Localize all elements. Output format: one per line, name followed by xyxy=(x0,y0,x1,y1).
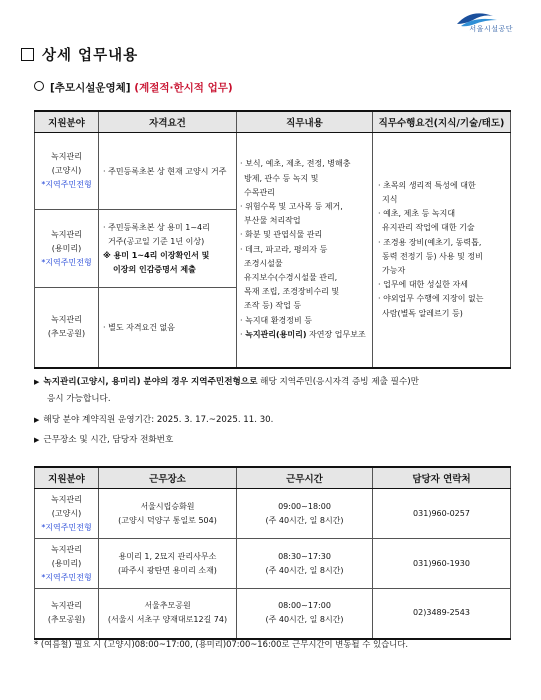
note-local-residents: ▶ 녹지관리(고양시, 용미리) 분야의 경우 지역주민전형으로 해당 지역주민(응시자격 증빙 제출 필수)만 응시 가능합니다. xyxy=(34,374,419,408)
duties-cell: · 보식, 예초, 제초, 전정, 병해충 방제, 관수 등 녹지 및 수목관리 · 위험수목 및 고사목 등 제거, 부산물 처리작업 · 화분 및 관엽식물 관리 · 데크, 파고라, 평의자 등 조경시설물 유지보수(수경시설물 관리, 목재 조립, 조경장비수리 및 조작 등) 작업 등 · 녹지대 환경정비 등 · 녹지관리(용미리) 자연장 업무보조 xyxy=(237,133,373,368)
th-time: 근무시간 xyxy=(237,467,373,489)
phone-cell: 02)3489-2543 xyxy=(373,589,511,639)
th-field: 지원분야 xyxy=(35,467,99,489)
th-qualification: 자격요건 xyxy=(99,111,237,133)
th-requirements: 직무수행요건(지식/기술/태도) xyxy=(373,111,511,133)
place-cell: 서울추모공원 (서울시 서초구 양재대로12길 74) xyxy=(99,589,237,639)
th-duties: 직무내용 xyxy=(237,111,373,133)
time-cell: 08:30~17:30 (주 40시간, 일 8시간) xyxy=(237,539,373,589)
th-field: 지원분야 xyxy=(35,111,99,133)
job-detail-table xyxy=(34,110,511,369)
qualification-cell: · 별도 자격요건 없음 xyxy=(99,288,237,368)
field-cell: 녹지관리 (추모공원) xyxy=(35,288,99,368)
section-title: 상세 업무내용 xyxy=(21,44,138,65)
place-cell: 서울시립승화원 (고양시 덕양구 통일로 504) xyxy=(99,489,237,539)
square-bullet-icon xyxy=(21,48,34,61)
field-cell: 녹지관리 (용미리) *지역주민전형 xyxy=(35,539,99,589)
th-contact: 담당자 연락처 xyxy=(373,467,511,489)
time-cell: 08:00~17:00 (주 40시간, 일 8시간) xyxy=(237,589,373,639)
triangle-bullet-icon: ▶ xyxy=(34,416,40,424)
field-cell: 녹지관리 (고양시) *지역주민전형 xyxy=(35,489,99,539)
qualification-cell: · 주민등록초본 상 용미 1~4리 거주(공고일 기준 1년 이상) ※ 용미 1~4리 이장확인서 및 이장의 인감증명서 제출 xyxy=(99,210,237,288)
logo-text: 서울시설공단 xyxy=(469,25,513,33)
sub-title: [추모시설운영체] (계절적·한시적 업무) xyxy=(34,80,233,95)
triangle-bullet-icon: ▶ xyxy=(34,378,40,386)
note-workplace: ▶ 근무장소 및 시간, 담당자 전화번호 xyxy=(34,432,173,449)
field-cell: 녹지관리 (용미리) *지역주민전형 xyxy=(35,210,99,288)
phone-cell: 031)960-0257 xyxy=(373,489,511,539)
circle-bullet-icon xyxy=(34,81,44,91)
note-period: ▶ 해당 분야 계약직원 운영기간: 2025. 3. 17.~2025. 11. 30. xyxy=(34,412,273,429)
requirements-cell: · 초목의 생리적 특성에 대한 지식 · 예초, 제초 등 녹지대 유지관리 작업에 대한 기술 · 조경용 장비(예초기, 동력톱, 동력 전정기 등) 사용 및 정비 가능자 · 업무에 대한 성실한 자세 · 야외업무 수행에 지장이 없는 사람(별독 알레르기 등) xyxy=(373,133,511,368)
footnote: * (여름철) 필요 시 (고양시)08:00~17:00, (용미리)07:00~16:00로 근무시간이 변동될 수 있습니다. xyxy=(34,639,408,649)
field-cell: 녹지관리 (고양시) *지역주민전형 xyxy=(35,133,99,210)
time-cell: 09:00~18:00 (주 40시간, 일 8시간) xyxy=(237,489,373,539)
qualification-cell: · 주민등록초본 상 현재 고양시 거주 xyxy=(99,133,237,210)
place-cell: 용미리 1, 2묘지 관리사무소 (파주시 광탄면 용미리 소재) xyxy=(99,539,237,589)
th-place: 근무장소 xyxy=(99,467,237,489)
phone-cell: 031)960-1930 xyxy=(373,539,511,589)
triangle-bullet-icon: ▶ xyxy=(34,436,40,444)
field-cell: 녹지관리 (추모공원) xyxy=(35,589,99,639)
workplace-table xyxy=(34,466,511,640)
